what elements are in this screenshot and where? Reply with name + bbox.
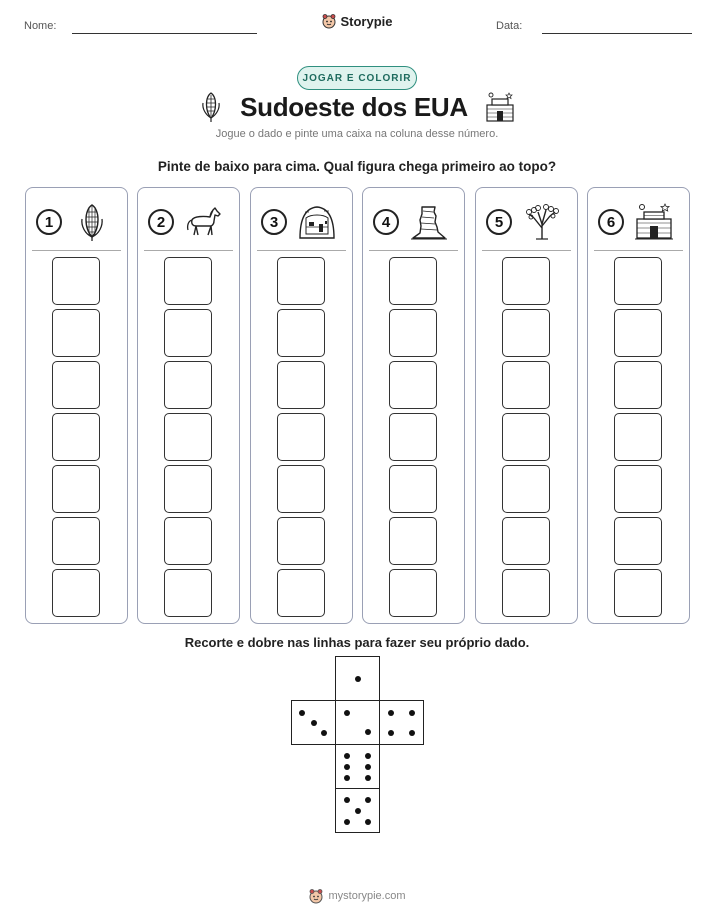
brand-name: Storypie (340, 13, 393, 29)
subtitle: Jogue o dado e pinte uma caixa na coluna desse número. (215, 128, 499, 140)
color-box[interactable] (164, 569, 212, 617)
color-box[interactable] (614, 465, 662, 513)
die-face-4[interactable] (379, 700, 424, 745)
column-number: 1 (36, 209, 62, 235)
column-2 (137, 187, 240, 624)
column-number: 5 (486, 209, 512, 235)
color-box[interactable] (164, 361, 212, 409)
column-number: 2 (148, 209, 174, 235)
color-box[interactable] (52, 257, 100, 305)
date-line[interactable] (542, 33, 692, 34)
color-box[interactable] (52, 465, 100, 513)
color-box[interactable] (52, 413, 100, 461)
name-label: Nome: (24, 20, 57, 32)
column-5 (475, 187, 578, 624)
color-box[interactable] (502, 517, 550, 565)
color-box[interactable] (389, 569, 437, 617)
die-pip (299, 710, 305, 716)
die-face-2[interactable] (335, 700, 380, 745)
cliff-dwelling-icon (297, 202, 337, 242)
activity-badge: JOGAR E COLORIR (297, 66, 417, 90)
column-number: 4 (373, 209, 399, 235)
die-pip (344, 797, 350, 803)
die-pip (365, 819, 371, 825)
date-label: Data: (496, 20, 523, 32)
color-box[interactable] (164, 517, 212, 565)
column-number: 3 (261, 209, 287, 235)
die-pip (365, 775, 371, 781)
column-1 (25, 187, 128, 624)
pueblo-building-icon (634, 202, 674, 242)
die-pip (365, 764, 371, 770)
die-pip (365, 753, 371, 759)
cut-instruction: Recorte e dobre nas linhas para fazer seu próprio dado. (184, 635, 530, 650)
color-box[interactable] (164, 309, 212, 357)
column-6 (587, 187, 690, 624)
instruction: Pinte de baixo para cima. Qual figura chega primeiro ao topo? (157, 159, 557, 174)
color-box[interactable] (52, 517, 100, 565)
footer-url[interactable]: mystorypie.com (328, 890, 406, 902)
die-pip (344, 764, 350, 770)
die-pip (355, 808, 361, 814)
color-box[interactable] (614, 413, 662, 461)
column-3 (250, 187, 353, 624)
column-divider (144, 250, 233, 251)
color-box[interactable] (502, 569, 550, 617)
color-box[interactable] (164, 465, 212, 513)
die-pip (409, 730, 415, 736)
color-box[interactable] (277, 517, 325, 565)
column-divider (257, 250, 346, 251)
color-box[interactable] (614, 309, 662, 357)
color-box[interactable] (502, 257, 550, 305)
color-box[interactable] (614, 569, 662, 617)
color-box[interactable] (389, 309, 437, 357)
color-box[interactable] (389, 257, 437, 305)
color-box[interactable] (614, 517, 662, 565)
page-title: Sudoeste dos EUA (240, 91, 468, 122)
color-box[interactable] (52, 569, 100, 617)
footer (0, 888, 714, 904)
color-box[interactable] (389, 413, 437, 461)
color-box[interactable] (502, 413, 550, 461)
die-pip (344, 710, 350, 716)
die-pip (321, 730, 327, 736)
die-pip (388, 710, 394, 716)
die-face-6[interactable] (335, 744, 380, 789)
brand-logo (0, 13, 714, 29)
color-box[interactable] (614, 257, 662, 305)
color-box[interactable] (502, 361, 550, 409)
color-box[interactable] (502, 465, 550, 513)
die-face-3[interactable] (291, 700, 336, 745)
corn-icon (198, 91, 224, 123)
color-box[interactable] (277, 465, 325, 513)
column-divider (594, 250, 683, 251)
color-box[interactable] (277, 309, 325, 357)
color-box[interactable] (52, 361, 100, 409)
die-pip (311, 720, 317, 726)
die-pip (409, 710, 415, 716)
color-box[interactable] (614, 361, 662, 409)
color-box[interactable] (389, 465, 437, 513)
die-pip (344, 819, 350, 825)
pueblo-building-icon (484, 91, 516, 123)
name-line[interactable] (72, 33, 257, 34)
die-face-5[interactable] (335, 788, 380, 833)
color-box[interactable] (164, 413, 212, 461)
color-box[interactable] (277, 413, 325, 461)
color-box[interactable] (277, 569, 325, 617)
column-divider (369, 250, 458, 251)
column-4 (362, 187, 465, 624)
color-box[interactable] (502, 309, 550, 357)
desert-tree-icon (522, 202, 562, 242)
corn-icon (72, 202, 112, 242)
color-box[interactable] (389, 361, 437, 409)
color-box[interactable] (389, 517, 437, 565)
die-face-1[interactable] (335, 656, 380, 701)
die-pip (344, 753, 350, 759)
color-box[interactable] (52, 309, 100, 357)
color-box[interactable] (164, 257, 212, 305)
storypie-mascot-icon (308, 888, 324, 904)
rock-formation-icon (409, 202, 449, 242)
storypie-mascot-icon (321, 13, 337, 29)
die-pip (388, 730, 394, 736)
die-pip (344, 775, 350, 781)
horse-icon (184, 202, 224, 242)
color-box[interactable] (277, 361, 325, 409)
color-box[interactable] (277, 257, 325, 305)
die-pip (365, 797, 371, 803)
column-number: 6 (598, 209, 624, 235)
column-divider (32, 250, 121, 251)
die-pip (365, 729, 371, 735)
title-row (0, 91, 714, 123)
die-pip (355, 676, 361, 682)
column-divider (482, 250, 571, 251)
